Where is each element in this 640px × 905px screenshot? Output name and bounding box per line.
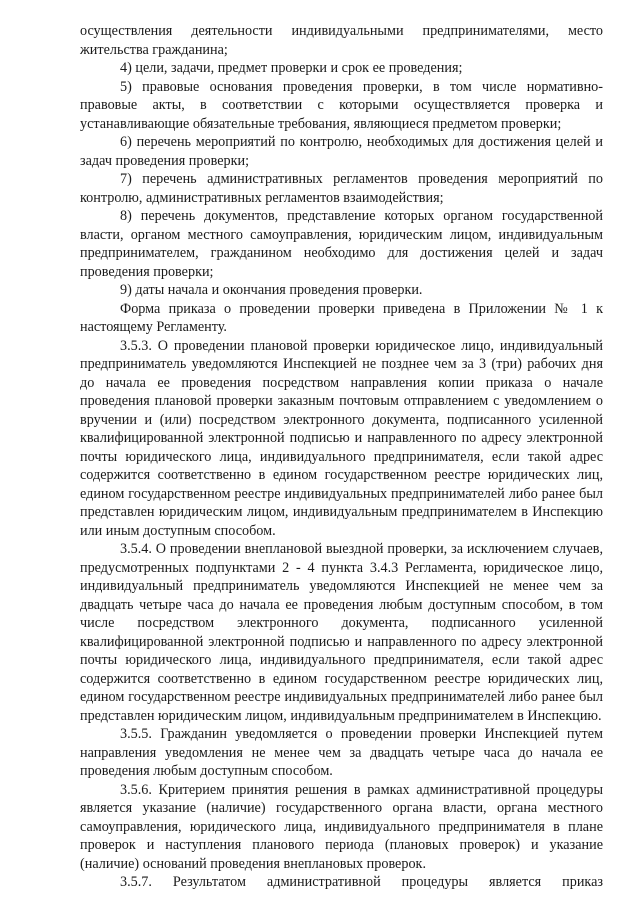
paragraph-3-5-3: 3.5.3. О проведении плановой проверки юридическое лицо, индивидуальный предприниматель уведомляются Инспекцией не позднее чем за 3 (три) рабочих дня до начала ее проведения посредством направления копии приказа о начале проведения плановой проверки заказным почтовым отправлением с уведомлением о вручении и (или) посредством электронного документа, подписанного усиленной квалифицированной электронной подписью и направленного по адресу электронной почты юридического лица, индивидуального предпринимателя, если такой адрес содержится соответственно в едином государственном реестре юридических лиц, едином государственном реестре индивидуальных предпринимателей либо ранее был представлен юридическим лицом, индивидуальным предпринимателем в Инспекцию или иным доступным способом. xyxy=(80,337,603,539)
list-item-7: 7) перечень административных регламентов проведения мероприятий по контролю, административных регламентов взаимодействия; xyxy=(80,171,603,206)
document-body xyxy=(80,22,603,892)
paragraph-3-5-7: 3.5.7. Результатом административной процедуры является приказ xyxy=(120,874,603,890)
list-item-8: 8) перечень документов, представление которых органом государственной власти, органом местного самоуправления, юридическим лицом, индивидуальным предпринимателем, гражданином необходимо для достижения целей и задач проведения проверки; xyxy=(80,208,603,280)
paragraph-3-5-6: 3.5.6. Критерием принятия решения в рамках административной процедуры является указание (наличие) государственного органа власти, органа местного самоуправления, юридического лица, индивидуального предпринимателя в плане проверок и наступления планового периода (плановых проверок) и указание (наличие) оснований проведения внеплановых проверок. xyxy=(80,781,603,872)
list-item-4: 4) цели, задачи, предмет проверки и срок ее проведения; xyxy=(120,60,463,76)
list-item-5: 5) правовые основания проведения проверки, в том числе нормативно-правовые акты, в соответствии с которыми осуществляется проверка и устанавливающие обязательные требования, являющиеся предметом проверки; xyxy=(80,78,603,132)
paragraph-3-5-5: 3.5.5. Гражданин уведомляется о проведении проверки Инспекцией путем направления уведомления не менее чем за двадцать четыре часа до начала ее проведения любым доступным способом. xyxy=(80,726,603,779)
paragraph-3-5-4: 3.5.4. О проведении внеплановой выездной проверки, за исключением случаев, предусмотренных подпунктами 2 - 4 пункта 3.4.3 Регламента, юридическое лицо, индивидуальный предприниматель уведомляются Инспекцией не менее чем за двадцать четыре часа до начала ее проведения любым доступным способом, в том числе посредством электронного документа, подписанного усиленной квалифицированной электронной подписью и направленного по адресу электронной почты юридического лица, индивидуального предпринимателя, если такой адрес содержится соответственно в едином государственном реестре юридических лиц, едином государственном реестре индивидуальных предпринимателей либо ранее был представлен юридическим лицом, индивидуальным предпринимателем в Инспекцию. xyxy=(80,541,603,724)
paragraph-order-form: Форма приказа о проведении проверки приведена в Приложении № 1 к настоящему Регламенту. xyxy=(80,300,603,335)
list-item-6: 6) перечень мероприятий по контролю, необходимых для достижения целей и задач проведения проверки; xyxy=(80,134,603,169)
paragraph-continuation: осуществления деятельности индивидуальными предпринимателями, место жительства гражданина; xyxy=(80,23,603,58)
list-item-9: 9) даты начала и окончания проведения проверки. xyxy=(120,282,423,298)
